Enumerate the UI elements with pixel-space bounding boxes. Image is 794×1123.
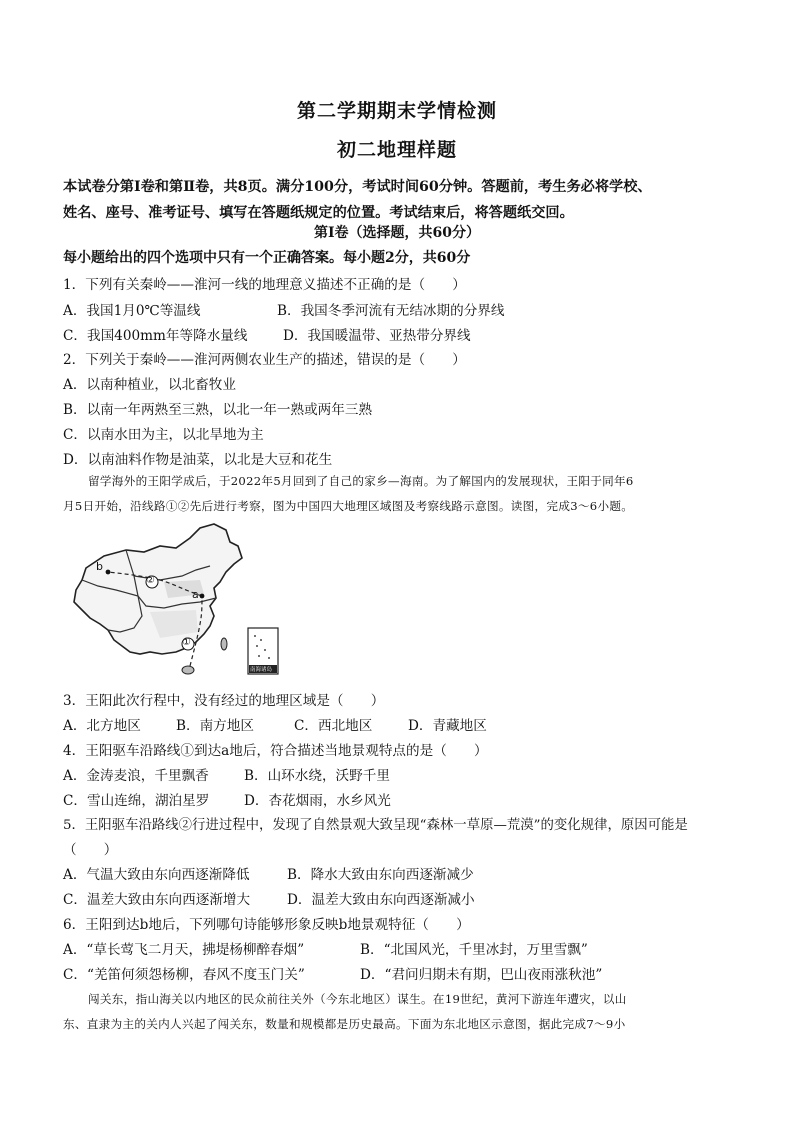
q3-option-b: B．南方地区 [176, 718, 254, 734]
q6-options-row-2 [63, 963, 602, 983]
q6-option-c: C．“羌笛何须怨杨柳，春风不度玉门关” [63, 967, 305, 983]
q4-options-row-2 [63, 789, 391, 809]
q3-option-a: A．北方地区 [63, 718, 141, 734]
passage-1-line-1: 留学海外的王阳学成后，于2022年5月回到了自己的家乡—海南。为了解国内的发展现状，王阳于同年6 [88, 474, 634, 488]
q3-option-c: C．西北地区 [294, 718, 373, 734]
q6-option-a: A．“草长莺飞二月天，拂堤杨柳醉春烟” [63, 942, 305, 958]
q5-options-row-2 [63, 888, 475, 908]
q5-option-c: C．温差大致由东向西逐渐增大 [63, 892, 251, 908]
hainan-island [182, 666, 194, 674]
q6-stem: 6．王阳到达b地后，下列哪句诗能够形象反映b地景观特征（ ） [63, 917, 470, 933]
passage-2-line-1: 闯关东，指山海关以内地区的民众前往关外（今东北地区）谋生。在19世纪，黄河下游连年遭灾，以山 [88, 992, 627, 1006]
q3-options [63, 714, 487, 734]
q1-options-row-1 [63, 299, 505, 319]
passage-1-line-2: 月5日开始，沿线路①②先后进行考察，图为中国四大地理区域图及考察线路示意图。读图，完成3～6小题。 [63, 499, 634, 513]
passage-2 [63, 987, 735, 1037]
q1-options-row-2 [63, 324, 471, 344]
map-label-route-1: ① [182, 637, 191, 648]
passage-1 [63, 469, 735, 519]
section-1-title: 第Ⅰ卷（选择题，共60分） [313, 225, 481, 241]
q4-options-row-1 [63, 764, 390, 784]
q1-option-b: B．我国冬季河流有无结冰期的分界线 [277, 303, 505, 319]
china-regions-route-map [64, 520, 286, 682]
q1-option-c: C．我国400mm年等降水量线 [63, 328, 248, 344]
exam-instructions [63, 174, 735, 226]
q1-option-d: D．我国暖温带、亚热带分界线 [283, 328, 471, 344]
section-1-instruction: 每小题给出的四个选项中只有一个正确答案。每小题2分，共60分 [63, 250, 471, 266]
q5-option-a: A．气温大致由东向西逐渐降低 [63, 867, 250, 883]
china-map-illustration [64, 520, 286, 682]
q4-option-d: D．杏花烟雨，水乡风光 [244, 793, 391, 809]
map-label-route-2: ② [146, 575, 155, 586]
q5-stem-continued: （ ） [63, 842, 118, 858]
q4-option-b: B．山环水绕，沃野千里 [244, 768, 390, 784]
q5-option-b: B．降水大致由东向西逐渐减少 [287, 867, 474, 883]
map-label-b: b [96, 560, 103, 573]
q4-option-c: C．雪山连绵，湖泊星罗 [63, 793, 210, 809]
q5-options-row-1 [63, 863, 474, 883]
point-a-marker [200, 594, 205, 599]
q2-option-a: A．以南种植业，以北畜牧业 [63, 377, 236, 393]
exam-title: 第二学期期末学情检测 [296, 100, 497, 122]
taiwan-island [221, 638, 227, 650]
map-inset-label: 南海诸岛 [250, 667, 273, 673]
q6-option-b: B．“北国风光，千里冰封，万里雪飘” [360, 942, 588, 958]
q1-stem: 1．下列有关秦岭——淮河一线的地理意义描述不正确的是（ ） [63, 277, 466, 293]
q4-stem: 4．王阳驱车沿路线①到达a地后，符合描述当地景观特点的是（ ） [63, 743, 488, 759]
q2-option-b: B．以南一年两熟至三熟，以北一年一熟或两年三熟 [63, 402, 373, 418]
q5-option-d: D．温差大致由东向西逐渐减小 [287, 892, 475, 908]
q2-stem: 2．下列关于秦岭——淮河两侧农业生产的描述，错误的是（ ） [63, 352, 466, 368]
q2-option-d: D．以南油料作物是油菜，以北是大豆和花生 [63, 452, 333, 468]
q2-option-c: C．以南水田为主，以北旱地为主 [63, 427, 264, 443]
point-b-marker [106, 570, 111, 575]
q5-stem: 5．王阳驱车沿路线②行进过程中，发现了自然景观大致呈现“森林一草原—荒漠”的变化规律，原因可能是 [63, 818, 688, 833]
q4-option-a: A．金涛麦浪，千里飘香 [63, 768, 209, 784]
q6-option-d: D．“君问归期未有期，巴山夜雨涨秋池” [360, 967, 603, 983]
instructions-line-2: 姓名、座号、准考证号、填写在答题纸规定的位置。考试结束后，将答题纸交回。 [63, 205, 574, 221]
china-outline [74, 524, 242, 654]
exam-subtitle: 初二地理样题 [336, 139, 457, 161]
q6-options-row-1 [63, 938, 588, 958]
map-label-a: a [192, 588, 199, 601]
q1-option-a: A．我国1月0℃等温线 [63, 303, 201, 319]
q3-stem: 3．王阳此次行程中，没有经过的地理区域是（ ） [63, 693, 385, 709]
passage-2-line-2: 东、直隶为主的关内人兴起了闯关东，数量和规模都是历史最高。下面为东北地区示意图，据此完成7～9小 [63, 1017, 626, 1031]
instructions-line-1: 本试卷分第Ⅰ卷和第Ⅱ卷，共8页。满分100分，考试时间60分钟。答题前，考生务必将学校、 [63, 179, 652, 195]
q3-option-d: D．青藏地区 [408, 718, 487, 734]
